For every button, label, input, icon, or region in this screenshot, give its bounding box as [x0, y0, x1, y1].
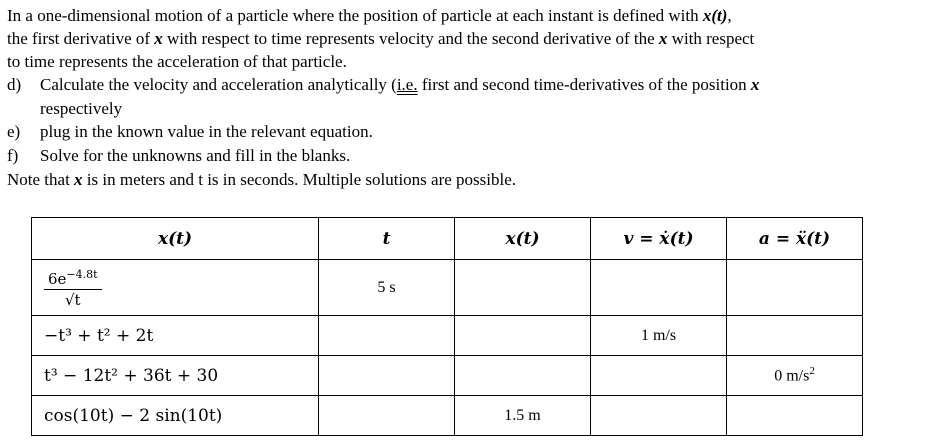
text: ,	[727, 6, 732, 25]
text: Note that	[7, 170, 75, 189]
step-e	[7, 122, 373, 142]
numerator: 6e	[48, 270, 67, 288]
var-x: x	[154, 29, 163, 48]
position-cell[interactable]	[455, 260, 591, 316]
text: with respect	[667, 29, 755, 48]
table-row	[32, 316, 863, 356]
var-xt: x(t)	[702, 6, 728, 25]
text: first and second time-derivatives of the position	[417, 75, 751, 94]
time-cell[interactable]	[319, 396, 455, 436]
expr-cell: t³ − 12t² + 36t + 30	[32, 356, 319, 396]
acceleration-cell[interactable]	[727, 316, 863, 356]
text: In a one-dimensional motion of a particle where the position of particle at each instant is defined with	[7, 6, 703, 25]
step-d-cont: respectively	[40, 99, 123, 118]
note	[7, 170, 516, 190]
motion-table	[31, 217, 863, 436]
position-cell[interactable]	[455, 356, 591, 396]
intro-line-3: to time represents the acceleration of that particle.	[7, 52, 347, 71]
header-position: x(t)	[455, 218, 591, 260]
intro-line-2	[7, 29, 754, 49]
header-position-function: x(t)	[32, 218, 319, 260]
text: with respect to time represents velocity and the second derivative of the	[162, 29, 659, 48]
var-x: x	[74, 170, 83, 189]
table-header	[32, 218, 863, 260]
table-row	[32, 356, 863, 396]
intro-line-1	[7, 6, 732, 26]
velocity-cell[interactable]: 1 m/s	[591, 316, 727, 356]
exponent: 2	[809, 365, 815, 378]
table-row	[32, 260, 863, 316]
denominator: √t	[64, 291, 81, 309]
text: is in meters and t is in seconds. Multiple solutions are possible.	[82, 170, 517, 189]
text: plug in the known value in the relevant equation.	[40, 122, 373, 141]
time-cell[interactable]: 5 s	[319, 260, 455, 316]
expr-cell: −t³ + t² + 2t	[32, 316, 319, 356]
expr-cell: cos(10t) − 2 sin(10t)	[32, 396, 319, 436]
step-d	[7, 75, 927, 95]
position-cell[interactable]: 1.5 m	[455, 396, 591, 436]
fraction	[44, 265, 102, 310]
text: Solve for the unknowns and fill in the blanks.	[40, 146, 351, 165]
ie-link: i.e.	[396, 75, 418, 94]
table-row	[32, 396, 863, 436]
acceleration-cell[interactable]	[727, 356, 863, 396]
acceleration-cell[interactable]	[727, 396, 863, 436]
time-cell[interactable]	[319, 356, 455, 396]
step-label: d)	[7, 75, 22, 94]
velocity-cell[interactable]	[591, 260, 727, 316]
step-f	[7, 146, 351, 166]
step-label: e)	[7, 122, 21, 141]
time-cell[interactable]	[319, 316, 455, 356]
velocity-cell[interactable]	[591, 356, 727, 396]
header-velocity: v = ẋ(t)	[591, 218, 727, 260]
acceleration-cell[interactable]	[727, 260, 863, 316]
position-cell[interactable]	[455, 316, 591, 356]
velocity-cell[interactable]	[591, 396, 727, 436]
header-time: t	[319, 218, 455, 260]
text: Calculate the velocity and acceleration analytically (	[40, 75, 397, 94]
expr-cell	[32, 260, 319, 316]
var-x: x	[750, 75, 760, 94]
text: the first derivative of	[7, 29, 155, 48]
exponent: −4.8t	[66, 268, 98, 281]
value: 0 m/s	[774, 367, 810, 385]
var-x: x	[658, 29, 668, 48]
step-label: f)	[7, 146, 19, 165]
header-acceleration: a = ẍ(t)	[727, 218, 863, 260]
